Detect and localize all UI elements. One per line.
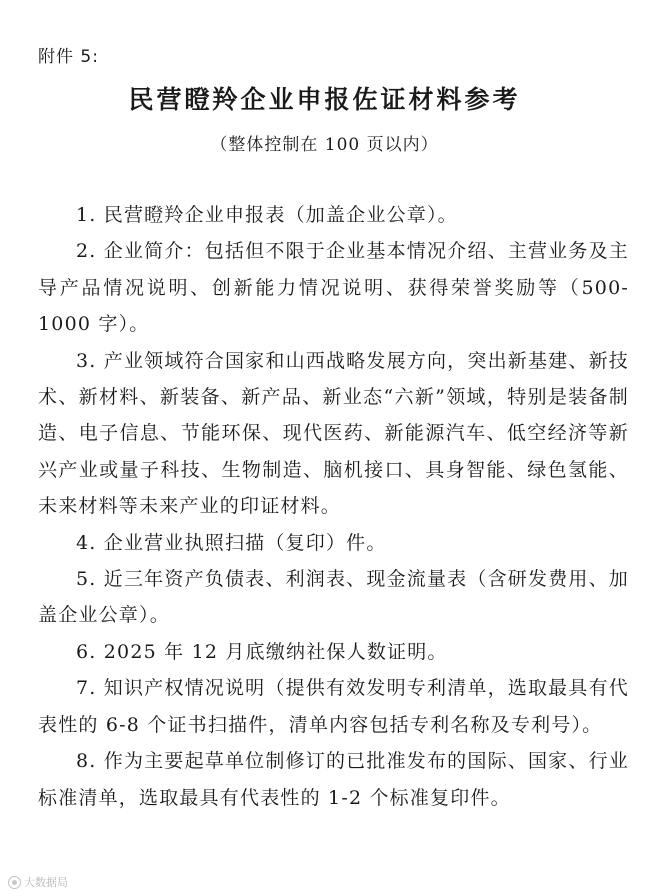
document-title: 民营瞪羚企业申报佐证材料参考 xyxy=(128,85,521,114)
list-item-5: 5. 近三年资产负债表、利润表、现金流量表（含研发费用、加盖企业公章）。 xyxy=(38,568,629,627)
document-body xyxy=(38,197,629,816)
list-item-8: 8. 作为主要起草单位制修订的已批准发布的国际、国家、行业标准清单，选取最具有代表性的 1-2 个标准复印件。 xyxy=(38,750,629,809)
list-item-2: 2. 企业简介：包括但不限于企业基本情况介绍、主营业务及主导产品情况说明、创新能力情况说明、获得荣誉奖励等（500-1000 字）。 xyxy=(38,240,629,336)
attachment-label: 附件 5: xyxy=(38,47,99,67)
list-item-6: 6. 2025 年 12 月底缴纳社保人数证明。 xyxy=(76,640,448,663)
list-item-4: 4. 企业营业执照扫描（复印）件。 xyxy=(76,531,387,554)
list-item-7: 7. 知识产权情况说明（提供有效发明专利清单，选取最具有代表性的 6-8 个证书扫描件，清单内容包括专利名称及专利号）。 xyxy=(38,677,629,736)
document-subtitle: （整体控制在 100 页以内） xyxy=(210,135,439,155)
list-item-3: 3. 产业领域符合国家和山西战略发展方向，突出新基建、新技术、新材料、新装备、新产品、新业态“六新”领域，特别是装备制造、电子信息、节能环保、现代医药、新能源汽车、低空经济等新兴产业或量子科技、生物制造、脑机接口、具身智能、绿色氢能、未来材料等未来产业的印证材料。 xyxy=(38,349,629,518)
list-item-1: 1. 民营瞪羚企业申报表（加盖企业公章）。 xyxy=(76,204,458,226)
watermark xyxy=(8,874,68,890)
watermark-logo-icon xyxy=(8,876,21,889)
watermark-text: 大数据局 xyxy=(24,876,68,889)
